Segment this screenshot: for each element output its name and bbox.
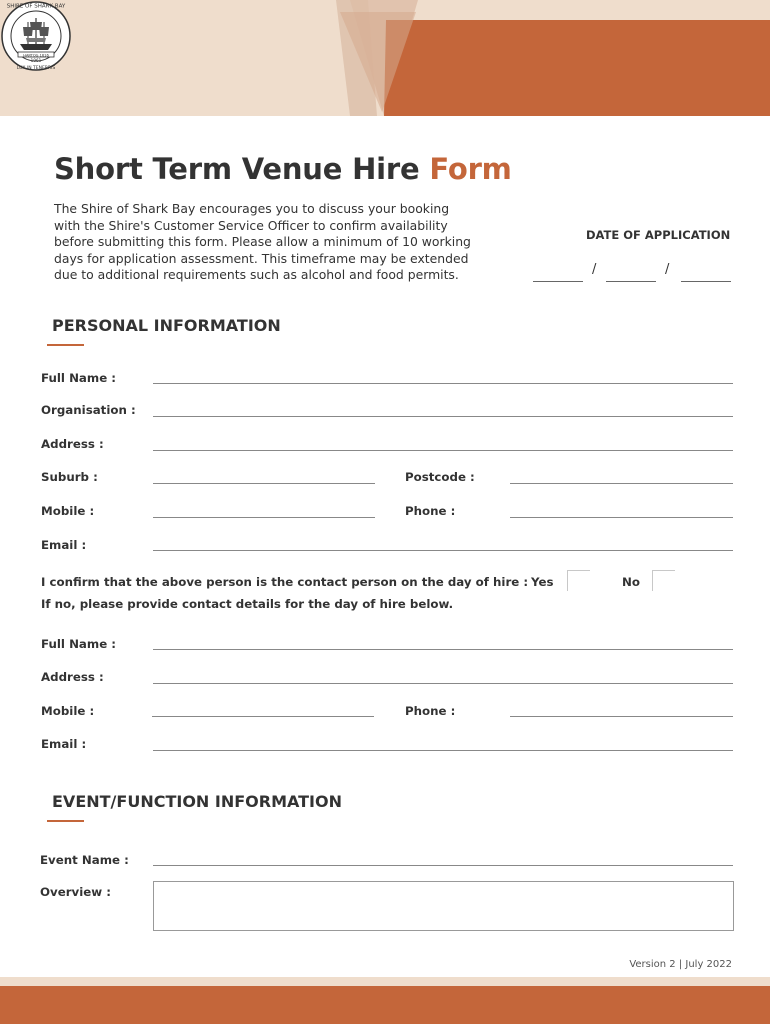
full-name-label: Full Name : <box>41 371 117 385</box>
postcode-label: Postcode : <box>405 470 475 484</box>
intro-paragraph <box>54 201 504 284</box>
page-title <box>54 152 512 186</box>
event-name-field[interactable] <box>153 865 733 866</box>
full-name-field[interactable] <box>153 383 733 384</box>
header-band <box>0 0 770 116</box>
email-field[interactable] <box>153 550 733 551</box>
date-separator: / <box>592 262 597 277</box>
date-month-field[interactable] <box>606 281 656 282</box>
phone-label: Phone : <box>405 504 456 518</box>
contact-phone-label: Phone : <box>405 704 456 718</box>
intro-line: due to additional requirements such as alcohol and food permits. <box>54 267 459 283</box>
intro-line: days for application assessment. This timeframe may be extended <box>54 250 469 266</box>
header-graphic <box>0 0 770 116</box>
phone-field[interactable] <box>510 517 733 518</box>
contact-full-name-label: Full Name : <box>41 637 117 651</box>
mobile-label: Mobile : <box>41 504 95 518</box>
yes-label: Yes <box>531 575 554 589</box>
title-main: Short Term Venue Hire <box>54 152 420 186</box>
date-year-field[interactable] <box>681 281 731 282</box>
yes-checkbox[interactable] <box>567 570 590 591</box>
overview-label: Overview : <box>40 885 111 899</box>
event-information-heading: EVENT/FUNCTION INFORMATION <box>52 792 342 811</box>
footer-band <box>0 986 770 1024</box>
email-label: Email : <box>41 538 87 552</box>
section-underline <box>47 820 84 822</box>
contact-email-label: Email : <box>41 737 87 751</box>
contact-mobile-field[interactable] <box>152 716 374 717</box>
seal-top-text: SHIRE OF SHARK BAY <box>6 3 66 10</box>
contact-address-field[interactable] <box>153 683 733 684</box>
address-field[interactable] <box>153 450 733 451</box>
footer-band-light <box>0 977 770 986</box>
postcode-field[interactable] <box>510 483 733 484</box>
suburb-label: Suburb : <box>41 470 98 484</box>
no-label: No <box>622 575 640 589</box>
contact-address-label: Address : <box>41 670 104 684</box>
title-accent: Form <box>429 152 512 186</box>
intro-line: with the Shire's Customer Service Officer to confirm availability <box>54 217 448 233</box>
contact-phone-field[interactable] <box>510 716 733 717</box>
overview-textarea[interactable] <box>153 881 734 931</box>
seal-ribbon-text: HARTOG 1616 <box>23 53 49 58</box>
organisation-label: Organisation : <box>41 403 136 417</box>
seal-bottom-text: LUX IN TENEBRIS <box>16 66 56 71</box>
contact-email-field[interactable] <box>153 750 733 751</box>
seal-year: 1961 <box>30 58 42 63</box>
date-separator: / <box>665 262 670 277</box>
event-name-label: Event Name : <box>40 853 129 867</box>
no-checkbox[interactable] <box>652 570 675 591</box>
section-underline <box>47 344 84 346</box>
version-text: Version 2 | July 2022 <box>629 959 732 970</box>
organisation-field[interactable] <box>153 416 733 417</box>
shire-seal-icon <box>0 0 72 72</box>
date-of-application-label: DATE OF APPLICATION <box>586 228 731 242</box>
intro-line: The Shire of Shark Bay encourages you to discuss your booking <box>54 201 450 216</box>
alternate-contact-instruction: If no, please provide contact details for the day of hire below. <box>41 597 454 611</box>
mobile-field[interactable] <box>153 517 375 518</box>
contact-confirm-text: I confirm that the above person is the contact person on the day of hire : <box>41 575 529 589</box>
contact-mobile-label: Mobile : <box>41 704 95 718</box>
contact-full-name-field[interactable] <box>153 649 733 650</box>
intro-line: before submitting this form. Please allow a minimum of 10 working <box>54 234 471 250</box>
address-label: Address : <box>41 437 104 451</box>
personal-information-heading: PERSONAL INFORMATION <box>52 316 281 335</box>
date-day-field[interactable] <box>533 281 583 282</box>
suburb-field[interactable] <box>153 483 375 484</box>
